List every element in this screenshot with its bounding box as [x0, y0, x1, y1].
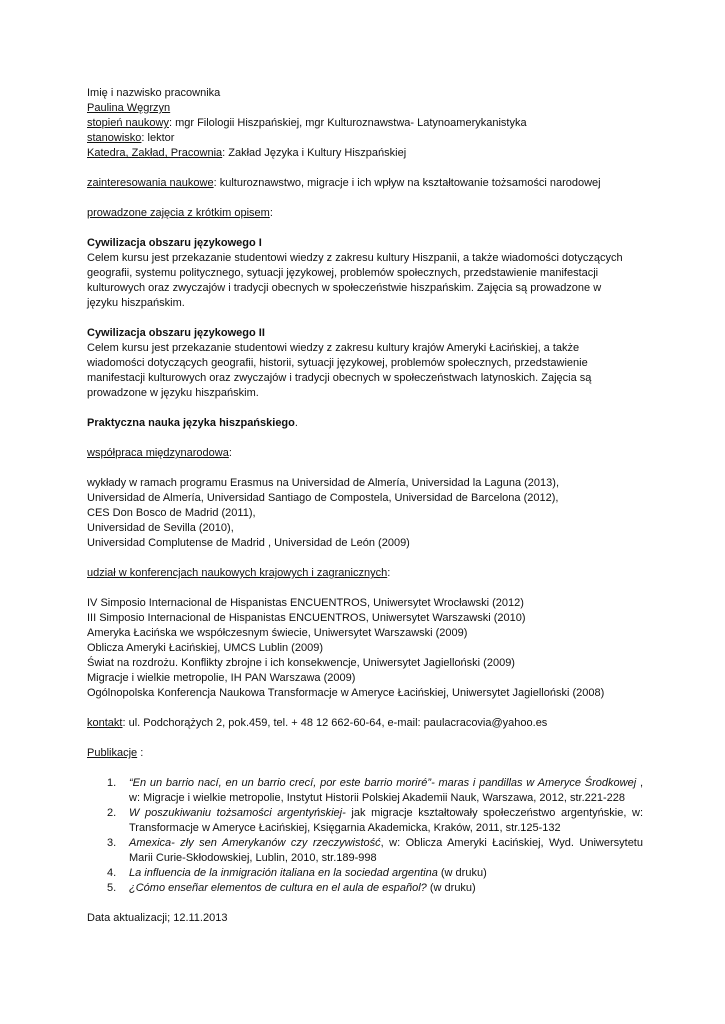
contact-label: kontakt	[87, 717, 123, 729]
publication-item: 1. “En un barrio nací, en un barrio crecí, por este barrio moriré”- maras i pandillas w Ameryce Środkowej , w: Migracje i wielkie metropolie, Instytut Historii Polskiej Akademii Nauk, Warszawa, 2012, str.221-228	[107, 777, 643, 804]
course-description-line: Celem kursu jest przekazanie studentowi wiedzy z zakresu kultury krajów Ameryki Łacińskiej, a także	[87, 342, 580, 354]
course-title: Cywilizacja obszaru językowego I	[87, 237, 262, 249]
course-description-line: języku hiszpańskim.	[87, 297, 185, 309]
unit-value: : Zakład Języka i Kultury Hiszpańskiej	[222, 147, 407, 159]
conference-line: Ameryka Łacińska we współczesnym świecie, Uniwersytet Warszawski (2009)	[87, 627, 468, 639]
unit-label: Katedra, Zakład, Pracownia	[87, 147, 223, 159]
conference-line: Świat na rozdrożu. Konflikty zbrojne i ich konsekwencje, Uniwersytet Jagielloński (2009)	[87, 657, 515, 669]
publications-label: Publikacje	[87, 747, 138, 759]
course-description-line: geografii, systemu politycznego, sytuacji językowej, problemów społecznych, przedstawienie manifestacji	[87, 267, 599, 279]
contact-value: : ul. Podchorążych 2, pok.459, tel. + 48 12 662-60-64, e-mail: paulacracovia@yahoo.es	[122, 717, 548, 729]
publication-title: ¿Cómo enseñar elementos de cultura en el aula de español?	[129, 882, 427, 894]
course-description-line: prowadzone w języku hiszpańskim.	[87, 387, 259, 399]
courses-heading: prowadzone zajęcia z krótkim opisem:	[87, 207, 273, 219]
employee-name: Paulina Węgrzyn	[87, 102, 171, 114]
conferences-heading: udział w konferencjach naukowych krajowych i zagranicznych:	[87, 567, 391, 579]
publication-item: 2. W poszukiwaniu tożsamości argentyńskiej- jak migracje kształtowały społeczeństwo argentyńskie, w: Transformacje w Ameryce Łacińskiej, Księgarnia Akademicka, Kraków, 2011, str.125-132	[107, 807, 643, 834]
conference-line: III Simposio Internacional de Hispanistas ENCUENTROS, Uniwersytet Warszawski (2010)	[87, 612, 526, 624]
interests-row	[87, 176, 643, 191]
cooperation-line: CES Don Bosco de Madrid (2011),	[87, 507, 256, 519]
position-value: : lektor	[141, 132, 175, 144]
update-date: Data aktualizacji; 12.11.2013	[87, 912, 228, 924]
practical-course: Praktyczna nauka języka hiszpańskiego.	[87, 417, 298, 429]
courses-label: prowadzone zajęcia z krótkim opisem	[87, 207, 270, 219]
cooperation-line: wykłady w ramach programu Erasmus na Universidad de Almería, Universidad la Laguna (2013),	[87, 477, 560, 489]
unit-row	[87, 146, 643, 161]
interests-value: : kulturoznawstwo, migracje i ich wpływ na kształtowanie tożsamości narodowej	[213, 177, 601, 189]
publication-item: 5. ¿Cómo enseñar elementos de cultura en el aula de español? (w druku)	[107, 882, 476, 894]
cooperation-line: Universidad de Sevilla (2010),	[87, 522, 234, 534]
name-label: Imię i nazwisko pracownika	[87, 87, 221, 99]
degree-label: stopień naukowy	[87, 117, 169, 129]
contact-row	[87, 716, 643, 731]
publications-list	[87, 776, 643, 896]
cooperation-line: Universidad Complutense de Madrid , Universidad de León (2009)	[87, 537, 410, 549]
position-row	[87, 131, 643, 146]
course-description-line: wiadomości dotyczących geografii, historii, sytuacji językowej, problemów społecznych, przedstawienie	[87, 357, 588, 369]
degree-row	[87, 116, 643, 131]
publication-title: “En un barrio nací, en un barrio crecí, por este barrio moriré”- maras i pandillas w Ameryce Środkowej	[129, 777, 637, 789]
course-description-line: kulturowych oraz zwyczajów i tradycji obecnych w społeczeństwie hiszpańskim. Zajęcia są prowadzone w	[87, 282, 602, 294]
position-label: stanowisko	[87, 132, 142, 144]
course-description-line: Celem kursu jest przekazanie studentowi wiedzy z zakresu kultury Hiszpanii, a także wiadomości dotyczących	[87, 252, 623, 264]
conferences-label: udział w konferencjach naukowych krajowych i zagranicznych	[87, 567, 388, 579]
publication-item: 4. La influencia de la inmigración italiana en la sociedad argentina (w druku)	[107, 867, 487, 879]
cooperation-heading: współpraca międzynarodowa:	[87, 447, 232, 459]
conference-line: IV Simposio Internacional de Hispanistas ENCUENTROS, Uniwersytet Wrocławski (2012)	[87, 597, 524, 609]
publication-title: W poszukiwaniu tożsamości argentyńskiej-	[129, 807, 346, 819]
degree-value: : mgr Filologii Hiszpańskiej, mgr Kulturoznawstwa- Latynoamerykanistyka	[168, 117, 527, 129]
cooperation-label: współpraca międzynarodowa	[87, 447, 229, 459]
publication-title: La influencia de la inmigración italiana en la sociedad argentina	[129, 867, 438, 879]
conference-line: Migracje i wielkie metropolie, IH PAN Warszawa (2009)	[87, 672, 356, 684]
publication-title: Amexica- zły sen Amerykanów czy rzeczywistość	[129, 837, 381, 849]
course-title: Cywilizacja obszaru językowego II	[87, 327, 265, 339]
interests-label: zainteresowania naukowe	[87, 177, 214, 189]
course-description-line: manifestacji kulturowych oraz zwyczajów i tradycji obecnych w społeczeństwach latynoskich. Zajęcia są	[87, 372, 592, 384]
document-page	[87, 86, 643, 926]
cooperation-line: Universidad de Almería, Universidad Santiago de Compostela, Universidad de Barcelona (2012),	[87, 492, 559, 504]
conference-line: Oblicza Ameryki Łacińskiej, UMCS Lublin (2009)	[87, 642, 323, 654]
publication-item: 3. Amexica- zły sen Amerykanów czy rzeczywistość, w: Oblicza Ameryki Łacińskiej, Wyd. Uniwersytetu Marii Curie-Skłodowskiej, Lublin, 2010, str.189-998	[107, 837, 643, 864]
conference-line: Ogólnopolska Konferencja Naukowa Transformacje w Ameryce Łacińskiej, Uniwersytet Jagielloński (2008)	[87, 687, 605, 699]
publications-heading: Publikacje :	[87, 747, 144, 759]
